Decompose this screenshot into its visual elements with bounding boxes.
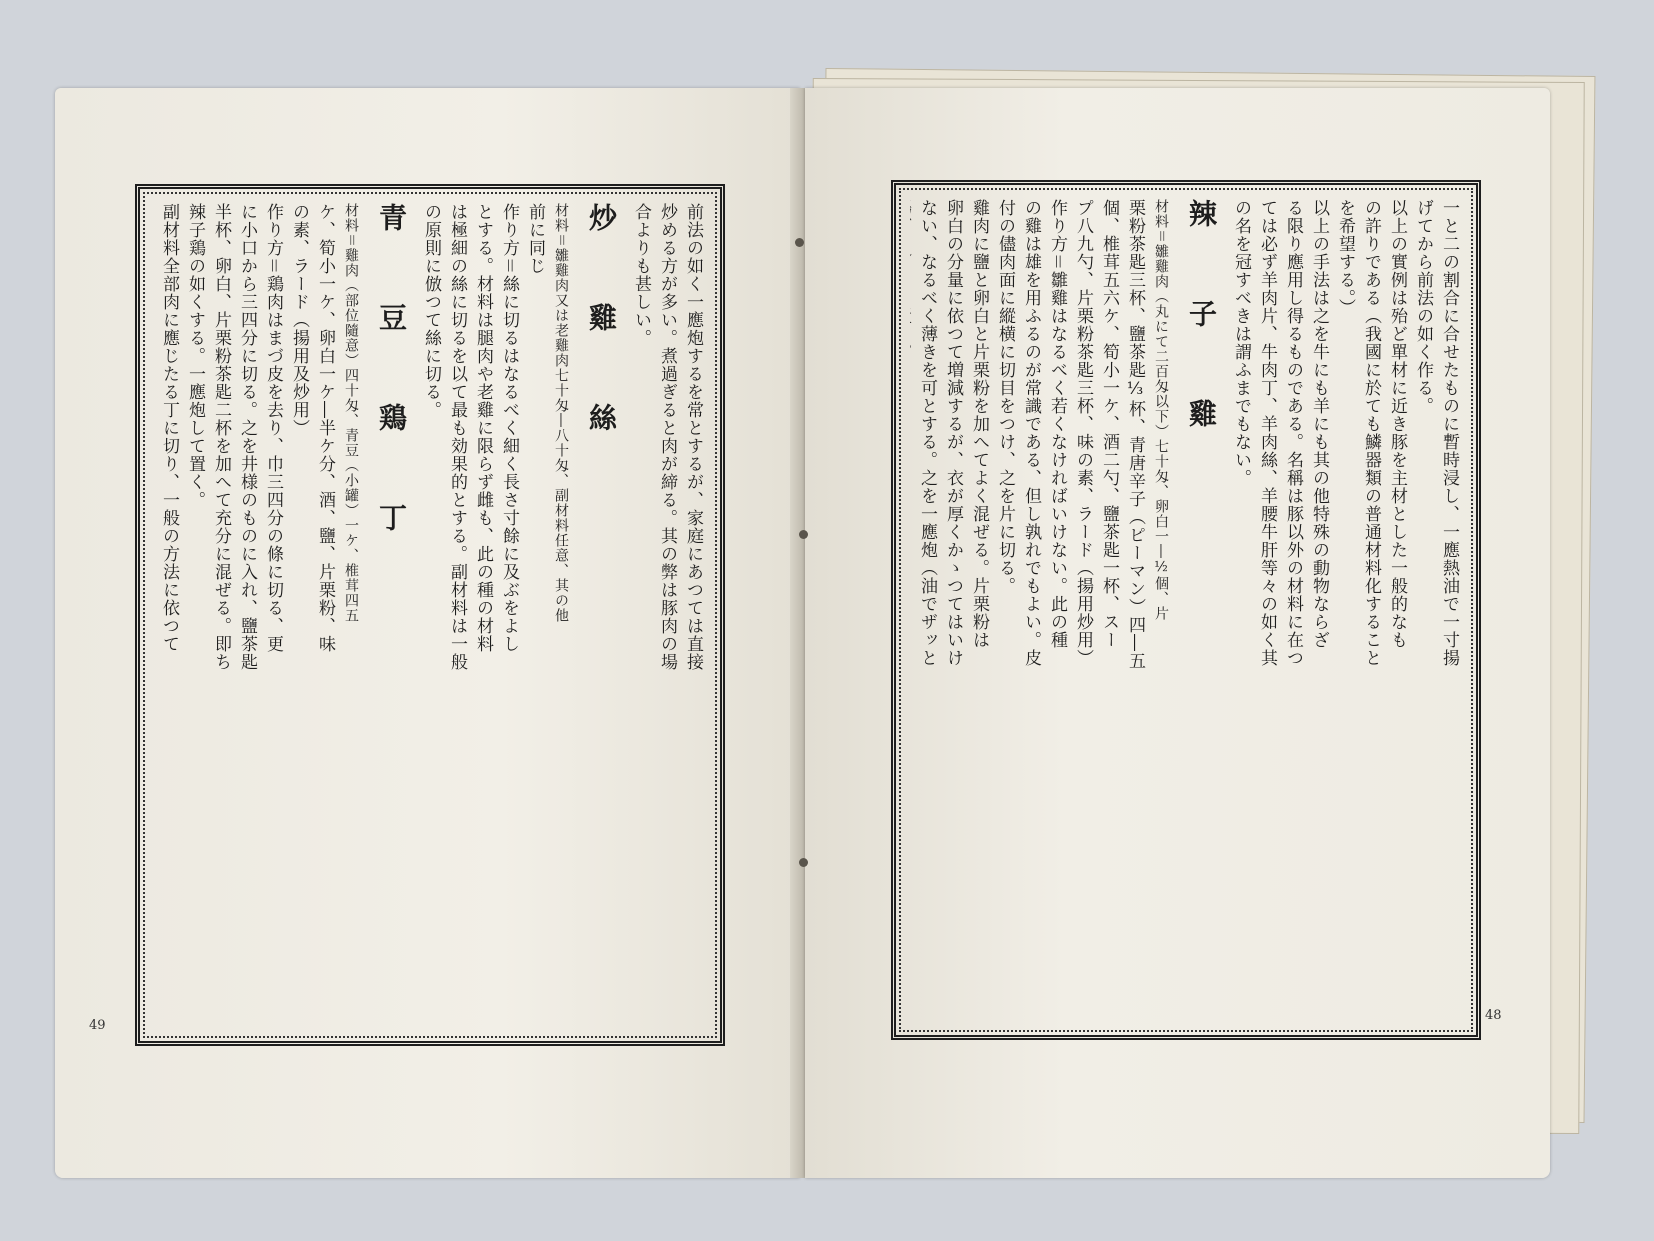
text-column: 副材料全部肉に應じたる丁に切り、一般の方法に依つて (159, 203, 179, 653)
right-page-frame (891, 180, 1481, 1040)
text-column: 雞肉に鹽と卵白と片栗粉を加へてよく混ぜる。片栗粉は (969, 199, 989, 649)
text-column: は極細の絲に切るを以て最も効果的とする。副材料は一般 (447, 203, 467, 671)
section-title: 辣 子 雞 (1185, 199, 1218, 449)
binding-hole (795, 238, 804, 247)
text-column: の雞は雄を用ふるのが常識である、但し孰れでもよい。皮 (1021, 199, 1041, 667)
left-page-frame (135, 184, 725, 1046)
text-column: ケ、筍小一ケ、卵白一ケ―半ケ分、酒、鹽、片栗粉、味 (315, 203, 335, 653)
text-column: ない、なるべく薄きを可とする。之を一應炮（油でザッと (917, 199, 937, 667)
binding-hole (799, 858, 808, 867)
binding-hole (799, 530, 808, 539)
text-column: 作り方＝鶏肉はまづ皮を去り、巾三四分の條に切る、更 (263, 203, 283, 653)
text-column: 前に同じ (525, 203, 545, 275)
text-column: の許りである（我國に於ても鱗器類の普通材料化すること (1361, 199, 1381, 667)
text-column: 炒める方が多い。煮過ぎると肉が締る。其の弊は豚肉の場 (657, 203, 677, 671)
text-column: 前法の如く一應炮するを常とするが、家庭にあつては直接 (683, 203, 703, 671)
text-column: る限り應用し得るものである。名稱は豚以外の材料に在つ (1283, 199, 1303, 667)
text-column: の素、ラード（揚用及炒用） (289, 203, 309, 437)
text-column: 付の儘肉面に縱横に切目をつけ、之を片に切る。 (995, 199, 1015, 595)
text-column: を希望する。） (1335, 199, 1355, 317)
page-number-49: 49 (89, 1018, 106, 1033)
text-column: プ八九勺、片栗粉茶匙三杯、味の素、ラード（揚用炒用） (1073, 199, 1093, 667)
text-column: 作り方＝絲に切るはなるべく細く長さ寸餘に及ぶをよし (499, 203, 519, 653)
text-column: ては必ず羊肉片、牛肉丁、羊肉絲、羊腰牛肝等々の如く其 (1257, 199, 1277, 667)
text-column: 材料＝雛雞肉又は老雞肉七十匁―八十匁、副材料任意、其の他 (553, 203, 569, 623)
text-column (154, 203, 156, 1027)
right-page-text (910, 199, 1462, 1021)
text-column: 個、椎茸五六ケ、筍小一ケ、酒二勺、鹽茶匙一杯、スー (1099, 199, 1119, 649)
text-column: 作り方＝雛雞はなるべく若くなければいけない。此の種 (1047, 199, 1067, 649)
text-column: の名を冠すべきは謂ふまでもない。 (1231, 199, 1251, 487)
text-column: 栗粉茶匙三杯、鹽茶匙⅓杯、青唐辛子（ピーマン）四―五 (1125, 199, 1145, 670)
text-column: とする。材料は腿肉や老雞に限らず雌も、此の種の材料 (473, 203, 493, 653)
text-column: 辣子鶏の如くする。一應炮して置く。 (185, 203, 205, 509)
left-page (55, 88, 800, 1178)
section-title: 青 豆 鶏 丁 (375, 203, 408, 553)
section-title: 炒 雞 絲 (585, 203, 618, 453)
text-column: 合よりも甚しい。 (631, 203, 651, 347)
right-page (805, 88, 1550, 1178)
text-column: 一と二の割合に合せたものに暫時浸し、一應熱油で一寸揚 (1439, 199, 1459, 667)
open-book (55, 88, 1595, 1178)
text-column: 半杯、卵白、片栗粉茶匙二杯を加へて充分に混ぜる。即ち (211, 203, 231, 671)
left-page-text (154, 203, 706, 1027)
text-column: げてから前法の如く作る。 (1413, 199, 1433, 415)
text-column: の原則に倣つて絲に切る。 (421, 203, 441, 419)
text-column: に小口から三四分に切る。之を井様のものに入れ、鹽茶匙 (237, 203, 257, 671)
text-column: 以上の實例は殆ど單材に近き豚を主材とした一般的なも (1387, 199, 1407, 649)
text-column: 材料＝雞肉（部位隨意）四十匁、青豆（小罐）一ケ、椎茸四五 (343, 203, 359, 623)
text-column: 材料＝雛雞肉（丸にて二百匁以下）七十匁、卵白一―½個、片 (1153, 199, 1169, 621)
text-column: 以上の手法は之を牛にも羊にも其の他特殊の動物ならざ (1309, 199, 1329, 649)
page-number-48: 48 (1485, 1008, 1502, 1023)
text-column: 卵白の分量に依つて増減するが、衣が厚くかゝつてはいけ (943, 199, 963, 667)
